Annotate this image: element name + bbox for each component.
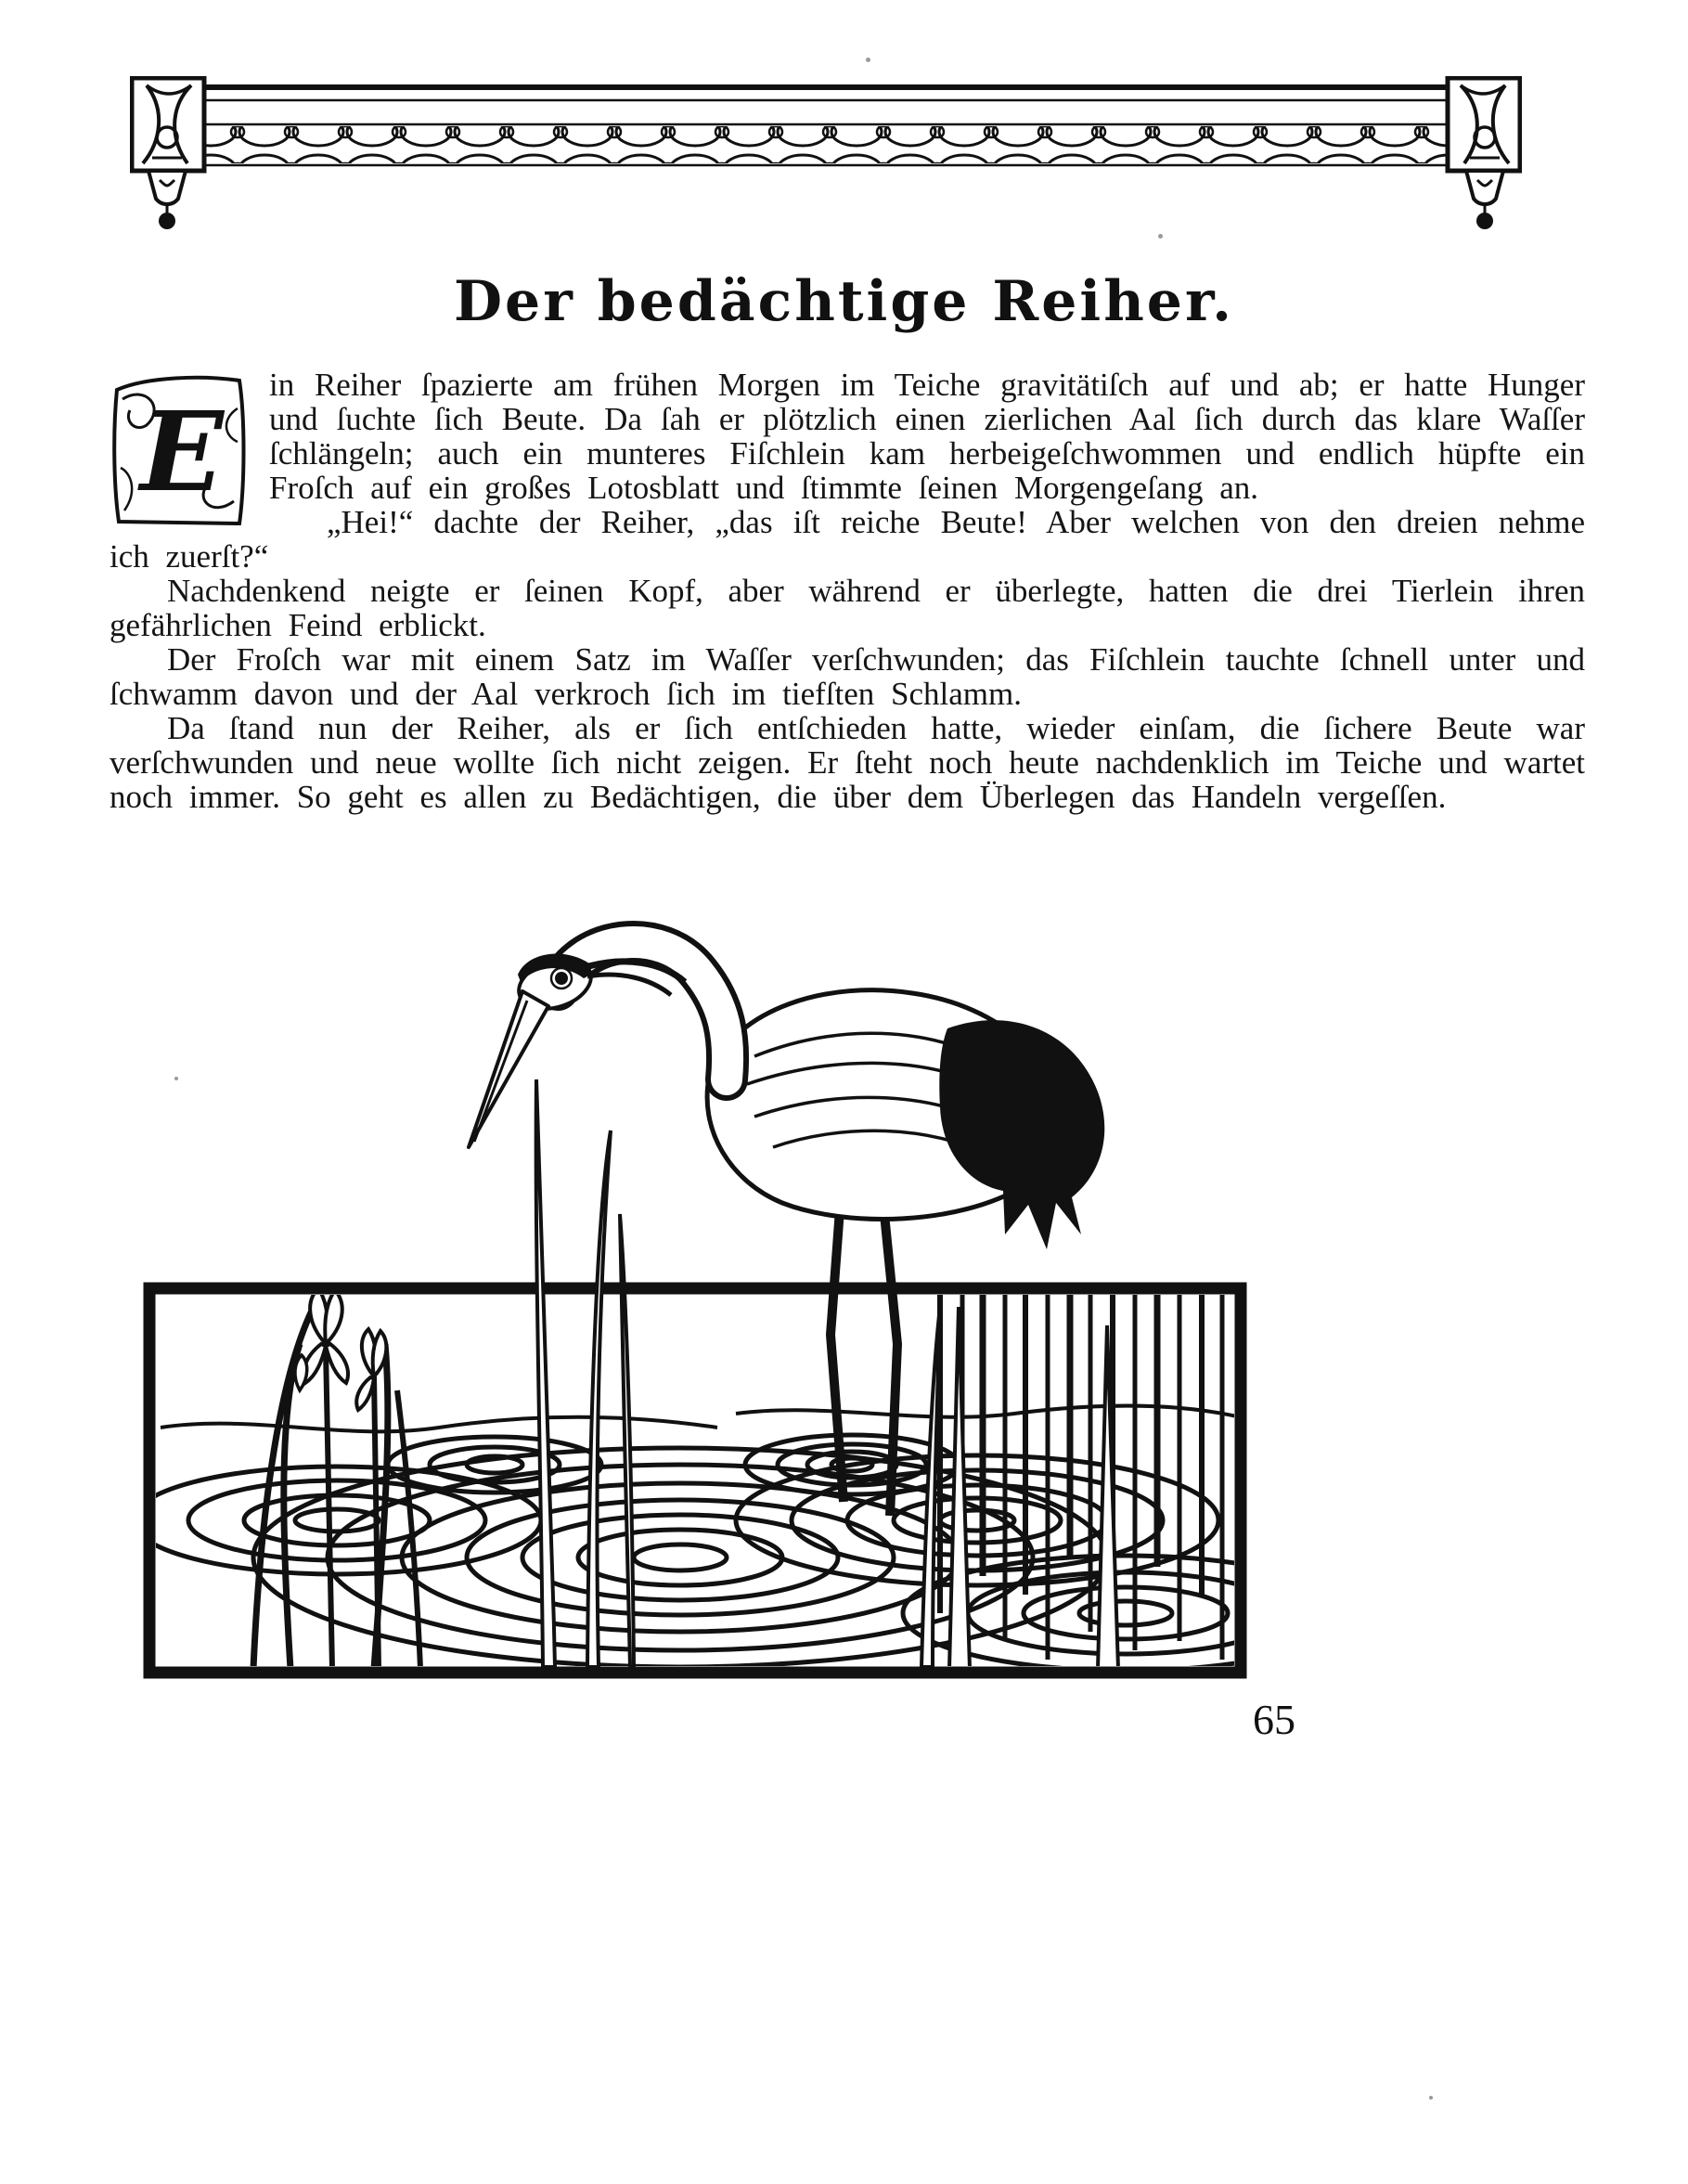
ornament-right-post <box>1448 78 1520 229</box>
drop-cap-ornament <box>110 371 249 529</box>
scan-speck <box>174 1077 178 1080</box>
ornament-left-post <box>132 78 204 229</box>
story-text <box>110 368 1585 814</box>
page-number: 65 <box>1253 1696 1295 1743</box>
scan-speck <box>1158 234 1163 239</box>
paragraph: Nachdenkend neigte er ſeinen Kopf, aber während er überlegte, hatten die drei Tierlein ihren gefährlichen Feind erblickt. <box>110 573 1585 643</box>
paragraph: „Hei!“ dachte der Reiher, „das iſt reiche Beute! Aber welchen von den dreien nehme ich zuerſt?“ <box>110 504 1585 575</box>
header-ornament <box>130 76 1522 234</box>
paragraph-opening <box>110 367 1585 516</box>
page-title: Der bedächtige Reiher. <box>454 269 1234 335</box>
paragraph-text: in Reiher ſpazierte am frühen Morgen im Teiche gravitätiſch auf und ab; er hatte Hunger und ſuchte ſich Beute. Da ſah er plötzlich einen zierlichen Aal ſich durch das klare Waſſer ſchlängeln; auch ein munteres Fiſchlein kam herbeigeſchwommen und endlich hüpfte ein Froſch auf ein großes Lotosblatt und ſtimmte ſeinen Morgengeſang an. <box>269 367 1585 506</box>
paragraph: Da ſtand nun der Reiher, als er ſich entſchieden hatte, wieder einſam, die ſichere Beute war verſchwunden und neue wollte ſich nicht zeigen. Er ſteht noch heute nachdenklich im Teiche und wartet noch immer. So geht es allen zu Bedächtigen, die über dem Überlegen das Handeln vergeſſen. <box>110 710 1585 815</box>
heron-tail-plumes <box>939 1020 1104 1249</box>
paragraph: Der Froſch war mit einem Satz im Waſſer verſchwunden; das Fiſchlein tauchte ſchnell unter und ſchwamm davon und der Aal verkroch ſich im tiefſten Schlamm. <box>110 641 1585 712</box>
scan-speck <box>1429 2096 1433 2100</box>
drop-cap-letter: E <box>140 387 224 516</box>
drop-cap-box <box>110 371 249 529</box>
heron-drawing <box>142 908 1248 1680</box>
pond-illustration <box>142 908 1248 1680</box>
header-ornament-drawing <box>130 76 1522 234</box>
scan-speck <box>866 58 870 62</box>
